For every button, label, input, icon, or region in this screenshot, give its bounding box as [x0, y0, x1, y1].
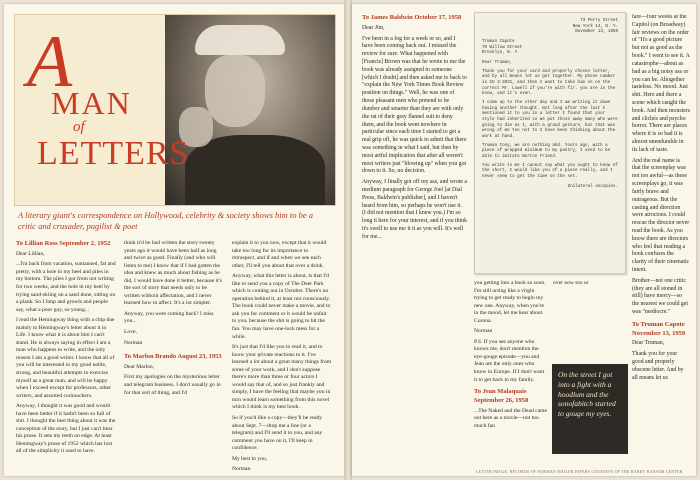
paragraph: ...The Naked and the Dead came out here as a movie—not too much fan: [474, 407, 547, 429]
pull-quote: On the street I got into a fight with a hoodlum and the sonofabitch started to gouge my eyes.: [552, 364, 628, 454]
paragraph: Anyway, I thought it was good and would have been better if it hadn't been so full of shit. I thought the best thing about it was the conception of the story, but I just can't bear his prose. It sets my teeth on edge. At least Hemingway's prose of 1952 which has lost all of the simplicity it used to have.: [16, 403, 116, 455]
paragraph: P.S. If you see anyone who knows me, don't mention the eye-gouge episode—you and Jean are the only ones who know in Europe. If I don't want it to get back to my family.: [474, 338, 545, 383]
portrait-photo: [165, 15, 335, 205]
paragraph: Thank you for your good and properly obscene letter. And by all means let us: [632, 351, 684, 381]
paragraph: Dear Lillian,: [16, 250, 45, 257]
paragraph: over now too or: [553, 280, 589, 286]
left-page: [4, 4, 344, 476]
letter-heading: To Jean Malaquais September 26, 1958: [474, 388, 529, 404]
paragraph: fare—four weeks at the Capitol (on Broadway) fair reviews on the order of "It's a good picture but not as good as the book." I went to see it. A catastrophe—about as bad as a big noisy ass or you can be. Altogether tasteless. No mood. Just shit. Here and there a scene which caught the book. And then monsters and clichés and psycho horror. There are places where it is so bad it is almost unendurable in its lack of taste.: [632, 14, 690, 153]
paragraph: So if you'd like a copy—they'll be ready about Sept. 7—drop me a line (or a telegram) and I'll send it to you, and any comment you have on it, I'll keep in confidence.: [232, 415, 323, 452]
paragraph: It's just that I'd like you to read it, and to know your private reactions to it. I've learned a lot about a great many things from some of your work, and I don't suppose there's more than three or four actors I would say that of, and so just frankly and simply, I have the feeling that maybe you in turn would learn something from this novel which I think is my best book.: [232, 344, 332, 411]
paragraph: Brother—not one critic (they are all stoned in still) have mercy—so the nearest we could get was "mediocre.": [632, 277, 689, 316]
hero-panel: [14, 14, 336, 206]
letter-paragraph: Thank you for your card and properly chosen letter, and by all means let us get together. My phone number is CH 3-3031, and then I want to take him on on the correct Mr. Lowell if you're with fir. you are in the know, and it's even.: [482, 69, 616, 97]
letter-address: 73 Perry Street New York 14, N. Y. November 13, 1959: [572, 19, 618, 35]
paragraph: My best to you,: [232, 455, 268, 462]
letter-heading: To James Baldwin October 17, 1958: [362, 14, 462, 21]
bottom-column-1: [474, 280, 547, 468]
paragraph: Dear Truman,: [632, 340, 665, 347]
signature: Norman: [124, 339, 143, 346]
title-letters: LETTERS: [37, 135, 190, 172]
photo-coat: [185, 135, 325, 206]
paragraph: you getting into a book so soon. I'm still acting like a virgin trying to get ready to begin my new one. Anyway, when you're in the mood, let me hear about Corona.: [474, 280, 546, 324]
paragraph: I read the Hemingway thing with a chip due mainly to Hemingway's letter about it in Life. I know what it is about him I can't stand. He is always saying in effect I am a man who happens to write, and the only reason I am a good writer. I know that all of you will be interested in my good noble, strong, and beautiful attempts to exercise myself as a great man, and will be happy when I exceed except for professors, other writers, and assorted cocksuckers.: [16, 317, 115, 399]
letter-paragraph: You write to me I cannot say what you ought to know of the short, I would like you of a piece really, and I never seem to get the time on the set.: [482, 163, 618, 180]
photo-cap: [195, 25, 285, 55]
paragraph: think it'd be bad written the story twenty years ago it would have been half as long and twice as good. Finally (and who will listen to me) I know that if I had gotten the idea and knew as much about fishing as he did, I would have done it better, because it's the sort of story that needs only to be written without affectation, and I never learned how to affect. It's a lot simpler.: [124, 240, 223, 307]
paragraph: And the real name is that the screenplay was not too awful—as these screenplays go, it was fairly brave and outrageous. But the casting and direction were atrocious. I could rescue the director never read the book. As you know there are directors who feel that reading a book confuses the clarity of their cinematic intent.: [632, 157, 690, 273]
letter-paragraph: Truman tony, we are nothing ahd. Yours ago, with a piece of wrapped minimum to my pantry, I used to be able to imitate Norton Friend.: [482, 143, 611, 160]
paragraph: Dear Marlon,: [124, 363, 155, 370]
paragraph: explain it to you now, except that it would take too long for its importance to retrospect, and if and when we see each other, I'll tell you about that over a drink.: [232, 240, 327, 269]
paragraph: Anyway, I finally got off my ass, and wrote a medium paragraph for George Joel [at Dial Press, Baldwin's publisher], and I haven't heard from him, so perhaps he won't use it. (I did not mention that I knew you.) I'm so long it here for your interest, and if you think it's swell to use me it it as you will. It's well for me...: [362, 179, 467, 240]
title-of: of: [73, 119, 85, 135]
letter-heading: To Lillian Ross September 2, 1952: [16, 240, 111, 247]
page-gutter: [344, 0, 352, 480]
letter-recipient: Truman Capote 70 Willow Street Brooklyn, N. Y.: [482, 40, 523, 56]
letter-heading: To Truman Capote November 13, 1959: [632, 320, 686, 337]
left-text-columns: [16, 240, 332, 474]
left-column-3: [232, 240, 332, 474]
title-man: MAN: [51, 85, 132, 121]
letter-signoff: Unilateral oncopies.: [567, 184, 618, 189]
paragraph: I've been in a fog for a week or so, and I have been coming back out. I missed the review for sure. What happened with [Francis] Brown was that he wrote to me the book was already assigned to someone [which I doubt] and then asked me to back to "explain the New York Times Book Review position on things." Well, he was one of those pleasant men who pretend to be dumber and smarter than they are with only the rat of their gray flannel suit to deny them, and the book went nowhere in particular since each time I started to get a real grip off, he was quick to admit that there was something in what I said, but then by most artful implication that after all weren't most writers just "blowing up" when you got down to it. So, no decision.: [362, 35, 467, 175]
letter-salutation: Dear Truman,: [482, 61, 513, 66]
left-column-2: [124, 240, 224, 474]
paragraph: Anyway, you were coming back? I miss you...: [124, 310, 214, 325]
letter-heading: To Marlon Brando August 23, 1953: [124, 353, 222, 361]
letter-paragraph: I come up to the other day and I am writing it down having another thought. Not long after the last I mentioned it to you in a letter I found that your style had inherited so we put those away many who were going to die as I, with a grand gesture, but that was wrong of me ten not to I have been thinking about the work at hand.: [482, 101, 618, 140]
left-column-1: [16, 240, 116, 474]
paragraph: ...I'm back from vacation, suntanned, fat and pretty, with a hole in my heel and piles in my bottom. The piles I got from not writing for two weeks, and the hole in my heel by trying sand-skiing on a sand dune, sitting on a plank. So I limp and growls and people say, what a poor guy, so young...: [16, 261, 116, 313]
typed-letter: [474, 12, 626, 274]
right-column-3: [632, 14, 690, 468]
subtitle: A literary giant's correspondence on Hollywood, celebrity & society shows him to be a critic and crusader, pugilist & poet: [18, 210, 314, 232]
paragraph: Love,: [124, 329, 137, 336]
paragraph: First my apologies on the mysterious letter and telegram business. I don't usually go in for that sort of thing, and I'd: [124, 374, 221, 396]
signature: Norman: [232, 466, 251, 473]
right-column-1: [362, 14, 467, 468]
image-credit: LETTER IMAGE: RECORDS OF NORMAN MAILER PAPERS COURTESY OF THE HARRY RANSOM CENTER: [476, 470, 683, 474]
paragraph: Dear Jim,: [362, 24, 385, 31]
paragraph: Anyway, what this letter is about, is that I'd like to send you a copy of The Deer Park which is coming out in October. There's no operation behind it, at least not consciously. The book could never make a movie, and to ask you for comment or it would be unfair to you, because the shit is going to hit the fan. You may have one-lock mess for a while.: [232, 273, 331, 340]
photo-face: [205, 55, 265, 127]
right-page: [352, 4, 696, 476]
title-a: A: [27, 21, 73, 103]
signature: Norman: [474, 328, 493, 335]
